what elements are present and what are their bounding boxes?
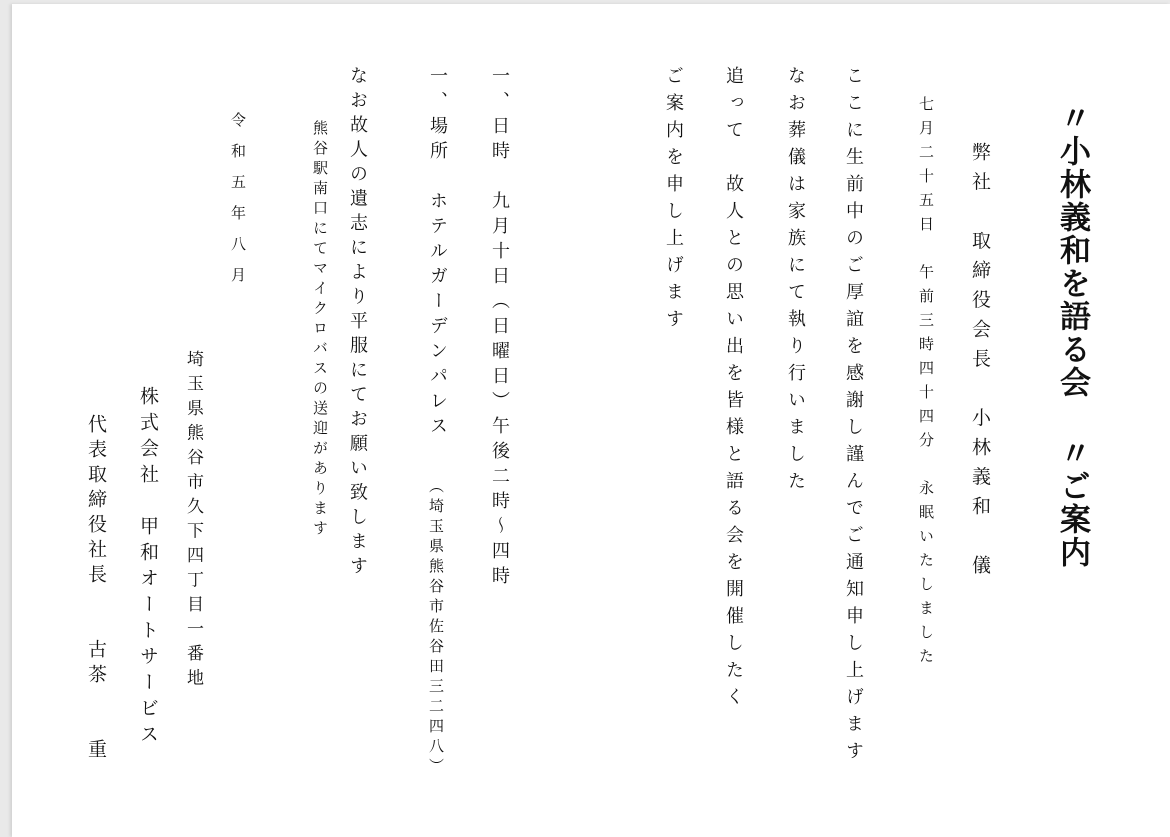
issue-date: 令和五年八月: [229, 112, 247, 298]
body-line-4: なお葬儀は家族にて執り行いました: [785, 66, 806, 498]
note-line-2: 熊谷駅南口にてマイクロバスの送迎があります: [311, 120, 329, 540]
event-date-line: 一、日時 九月十日（日曜日）午後二時～四時: [489, 66, 510, 591]
sender-representative: 代表取締役社長 古茶 重: [85, 414, 107, 764]
letter-page: [12, 4, 1170, 837]
body-line-5: 追って 故人との思い出を皆様と語る会を開催したく: [723, 66, 744, 714]
body-line-6: ご案内を申し上げます: [663, 66, 684, 336]
event-place-address: （埼玉県熊谷市佐谷田三二四八）: [427, 478, 445, 778]
sender-address: 埼玉県熊谷市久下四丁目一番地: [183, 350, 203, 693]
event-place-line: 一、場所 ホテルガーデンパレス: [427, 66, 448, 441]
body-line-2: 七月二十五日 午前三時四十四分 永眠いたしました: [917, 96, 935, 672]
sender-company: 株式会社 甲和オートサービス: [137, 386, 159, 750]
note-line-1: なお故人の遺志により平服にてお願い致します: [347, 66, 368, 581]
document-title: 〃小林義和を語る会 〃ご案内: [1054, 102, 1090, 569]
body-line-3: ここに生前中のご厚誼を感謝し謹んでご通知申し上げます: [843, 66, 864, 768]
body-line-1: 弊社 取締役会長 小林義和 儀: [969, 142, 991, 585]
